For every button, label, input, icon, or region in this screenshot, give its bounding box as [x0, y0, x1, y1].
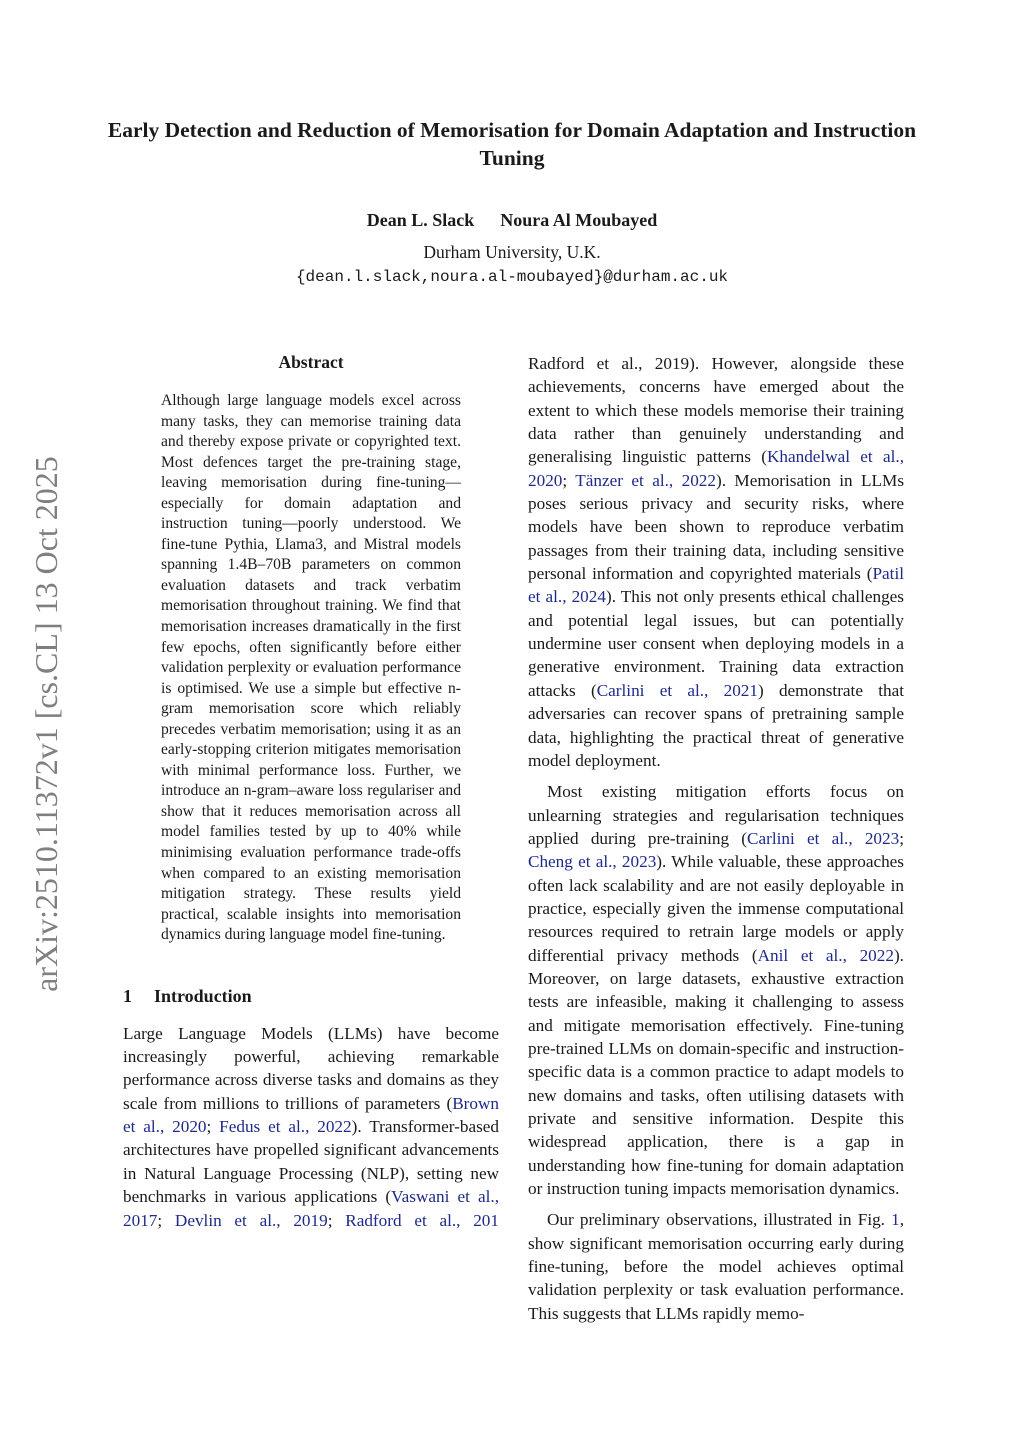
abstract-heading: Abstract: [278, 352, 344, 372]
paragraph-text: ). Transformer-based architectures have propelled significant advancements in Natural Language Processing (NLP), setting new benchmarks in various applications (: [123, 1117, 500, 1207]
paragraph-text: ). This not only presents ethical challenges and potential legal issues, but can potentially undermine user consent when deploying models in a generative environment. Training data extraction attacks (: [528, 587, 904, 700]
citation-link[interactable]: Radford et al., 201: [345, 1210, 499, 1230]
citation-link[interactable]: Fedus et al., 2022: [219, 1117, 352, 1137]
author-email: {dean.l.slack,noura.al-moubayed}@durham.ac.uk: [295, 268, 729, 286]
paragraph-text: Our preliminary observations, illustrated in Fig.: [547, 1210, 892, 1230]
paragraph-text: ) demonstrate that adversaries can recover spans of pretraining sample data, highlighting the practical threat of generative model deployment.: [528, 680, 904, 770]
citation-link[interactable]: Vaswani et al., 2017: [123, 1187, 499, 1230]
citation-link[interactable]: Cheng et al., 2023: [528, 852, 657, 872]
citation-link[interactable]: Patil et al., 2024: [528, 564, 904, 607]
intro-paragraph-2: [528, 780, 904, 1200]
section-heading-introduction: [123, 984, 499, 1008]
paragraph-text: ;: [327, 1210, 346, 1230]
citation-link[interactable]: 1: [891, 1210, 900, 1230]
author-name: Noura Al Moubayed: [500, 210, 658, 230]
paragraph-text: Most existing mitigation efforts focus on unlearning strategies and regularisation techniques applied during pre-training (: [528, 782, 904, 848]
author-name: Dean L. Slack: [366, 210, 475, 230]
paragraph-text: ;: [206, 1117, 220, 1137]
right-column: [528, 352, 904, 1325]
paragraph-text: ;: [562, 470, 576, 490]
affiliation: Durham University, U.K.: [423, 242, 601, 262]
citation-link[interactable]: Devlin et al., 2019: [174, 1210, 328, 1230]
paragraph-text: ). Moreover, on large datasets, exhaustive extraction tests are infeasible, making it challenging to assess and mitigate memorisation effectively. Fine-tuning pre-trained LLMs on domain-specific and instruction-specific data is a common practice to adapt models to new domains and tasks, often utilising datasets with private and sensitive information. Despite this widespread application, there is a gap in understanding how fine-tuning for domain adaptation or instruction tuning impacts memorisation dynamics.: [528, 945, 904, 1199]
left-column: [123, 350, 499, 1232]
citation-link[interactable]: Tänzer et al., 2022: [575, 470, 716, 490]
paragraph-text: ). However, alongside these achievements, concerns have emerged about the extent to which these models memorise their training data rather than genuinely understanding and generalising linguistic patterns (: [528, 354, 904, 467]
author-list: [100, 208, 924, 232]
paragraph-text: ). Memorisation in LLMs poses serious privacy and security risks, where models have been shown to reproduce verbatim passages from their training data, including sensitive personal information and copyrighted materials (: [528, 470, 905, 584]
paragraph-text: Large Language Models (LLMs) have become increasingly powerful, achieving remarkable performance across diverse tasks and domains as they scale from millions to trillions of parameters (: [123, 1023, 499, 1113]
citation-link[interactable]: Carlini et al., 2023: [747, 828, 900, 848]
citation-link[interactable]: Anil et al., 2022: [757, 945, 894, 965]
intro-paragraph-1-continued: [528, 352, 904, 772]
citation-link[interactable]: Carlini et al., 2021: [596, 680, 758, 700]
intro-paragraph-1: [123, 1022, 499, 1232]
arxiv-side-stamp: arXiv:2510.11372v1 [cs.CL] 13 Oct 2025: [28, 456, 64, 992]
paragraph-text: ;: [899, 828, 904, 848]
intro-paragraph-3: [528, 1208, 904, 1325]
paper-title: Early Detection and Reduction of Memorisation for Domain Adaptation and Instruction Tuning: [107, 118, 917, 170]
paragraph-text: ). While valuable, these approaches often lack scalability and are not easily deployable in practice, especially given the immense computational resources required to retrain large models or apply differential privacy methods (: [528, 852, 904, 965]
citation-link[interactable]: Brown et al., 2020: [123, 1093, 499, 1137]
citation-link[interactable]: Khandelwal et al., 2020: [528, 447, 904, 490]
section-number: 1: [123, 985, 132, 1006]
paragraph-text: Radford et al., 2019: [528, 354, 690, 373]
paragraph-text: ;: [157, 1210, 175, 1230]
paragraph-text: , show significant memorisation occurring early during fine-tuning, before the model achieves optimal validation perplexity or task evaluation performance. This suggests that LLMs rapidly memo-: [528, 1210, 904, 1323]
section-title: Introduction: [154, 985, 252, 1006]
abstract-text: Although large language models excel across many tasks, they can memorise training data and thereby expose private or copyrighted text. Most defences target the pre-training stage, leaving memorisation during fine-tuning—especially for domain adaptation and instruction tuning—poorly understood. We fine-tune Pythia, Llama3, and Mistral models spanning 1.4B–70B parameters on common evaluation datasets and track verbatim memorisation throughout training. We find that memorisation increases dramatically in the first few epochs, often significantly before either validation perplexity or evaluation performance is optimised. We use a simple but effective n-gram memorisation score which reliably precedes verbatim memorisation; using it as an early-stopping criterion mitigates memorisation with minimal performance loss. Further, we introduce an n-gram–aware loss regulariser and show that it reduces memorisation across all model families tested by up to 40% while minimising evaluation performance trade-offs when compared to an existing memorisation mitigation strategy. These results yield practical, scalable insights into memorisation dynamics during language model fine-tuning.: [161, 392, 461, 944]
